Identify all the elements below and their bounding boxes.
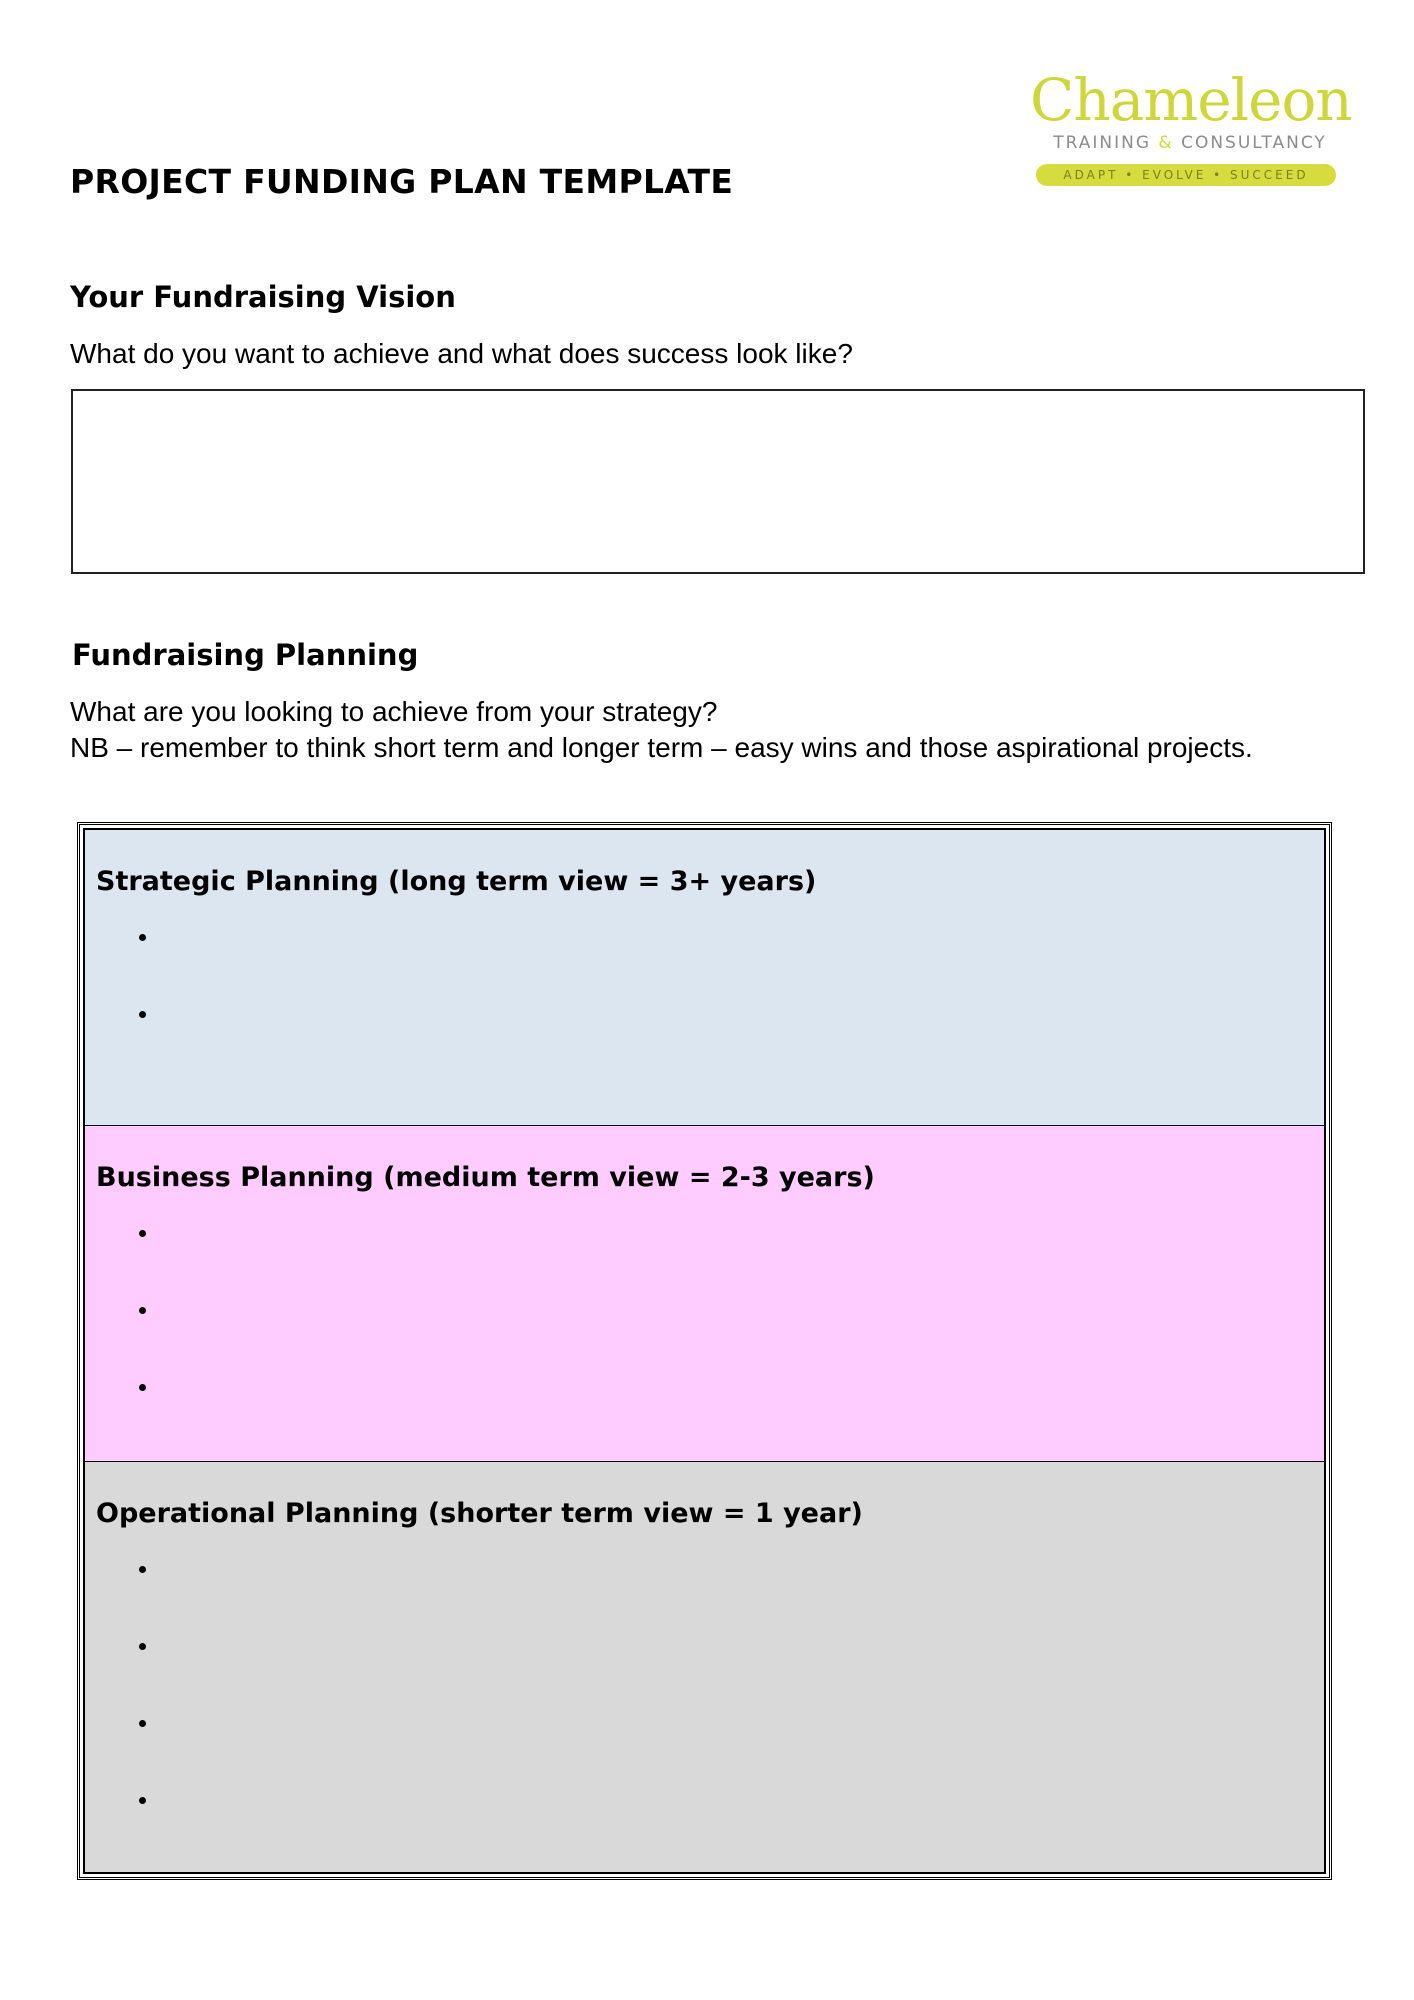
operational-planning-section[interactable] [85,1462,1324,1872]
business-planning-title: Business Planning (medium term view = 2-3 years) [96,1162,875,1193]
logo-subtitle [1030,132,1350,154]
planning-table [77,822,1332,1880]
logo-tagline: ADAPT • EVOLVE • SUCCEED [1036,164,1336,186]
vision-question: What do you want to achieve and what does success look like? [70,338,853,369]
logo-subtitle-amp: & [1158,133,1174,153]
business-planning-section[interactable] [85,1126,1324,1462]
logo-wordmark: Chameleon [1030,66,1352,134]
planning-note: NB – remember to think short term and longer term – easy wins and those aspirational projects. [70,732,1253,763]
vision-heading: Your Fundraising Vision [70,280,456,314]
logo-subtitle-consultancy: CONSULTANCY [1181,133,1327,153]
strategic-planning-title: Strategic Planning (long term view = 3+ years) [96,866,817,897]
page-title: PROJECT FUNDING PLAN TEMPLATE [70,162,734,201]
operational-planning-title: Operational Planning (shorter term view = 1 year) [96,1498,863,1529]
logo-subtitle-training: TRAINING [1053,133,1151,153]
planning-table-inner [83,828,1326,1874]
planning-heading: Fundraising Planning [72,638,419,672]
vision-input-box[interactable] [71,389,1365,574]
planning-question: What are you looking to achieve from your strategy? [70,696,718,727]
strategic-planning-section[interactable] [85,830,1324,1126]
chameleon-logo [1030,68,1350,188]
